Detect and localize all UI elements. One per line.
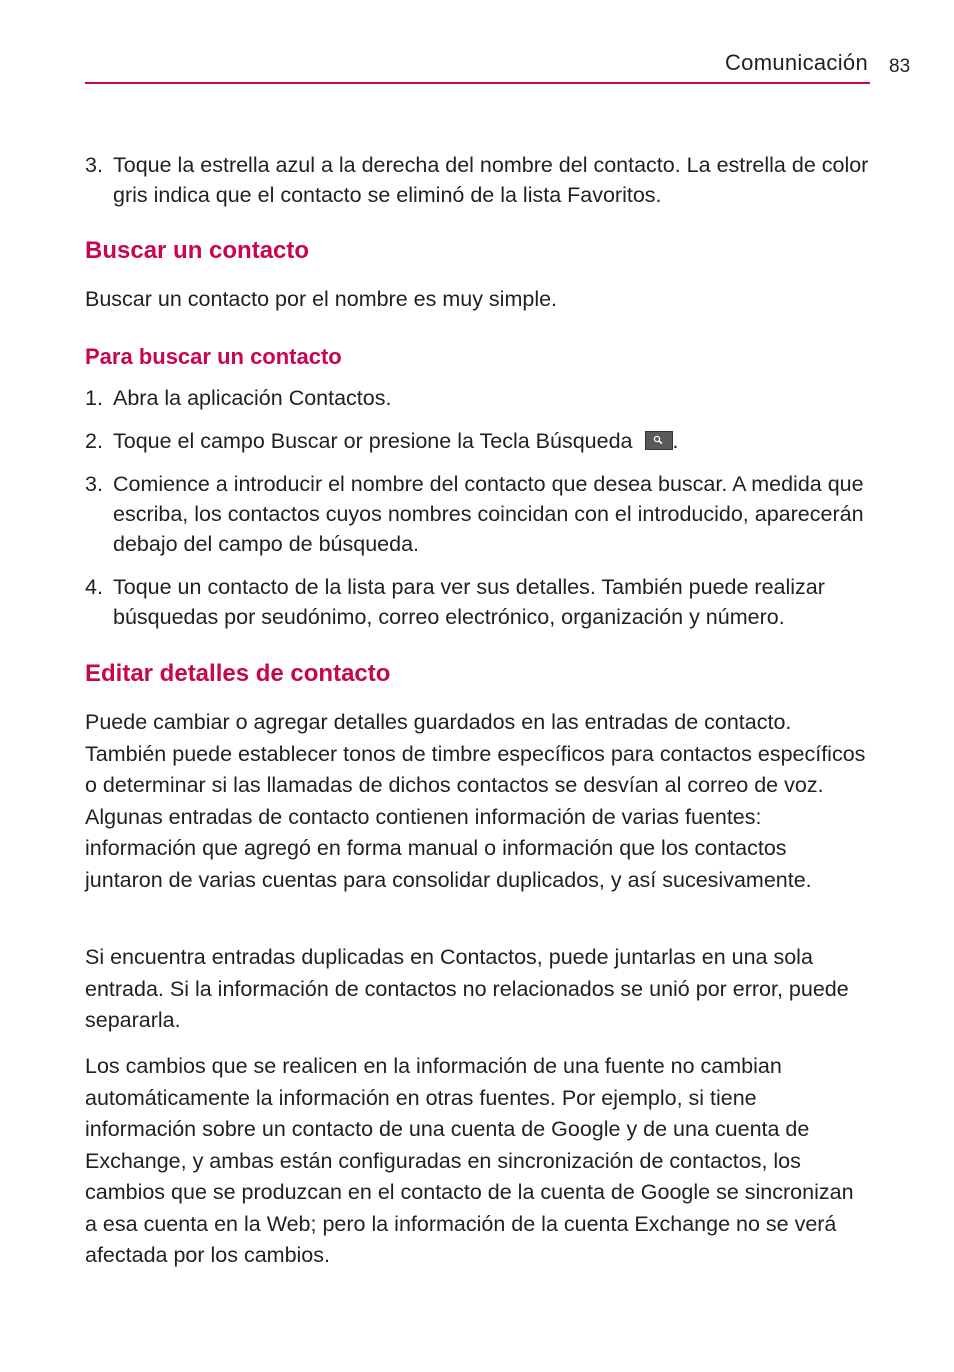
- subheading-para-buscar: Para buscar un contacto: [85, 344, 342, 369]
- item-text: .: [672, 429, 679, 453]
- item-text: Toque la estrella azul a la derecha del nombre del contacto. La estrella de color gris indica que el contacto se eliminó de la lista Favoritos.: [113, 153, 869, 207]
- item-number: 4.: [85, 575, 103, 599]
- paragraph: Si encuentra entradas duplicadas en Contactos, puede juntarlas en una sola entrada. Si la información de contactos no relacionados se unió por error, puede separarla.: [85, 945, 849, 1032]
- item-number: 2.: [85, 429, 103, 453]
- paragraph: Puede cambiar o agregar detalles guardados en las entradas de contacto. También puede establecer tonos de timbre específicos para contactos específicos o determinar si las llamadas de dichos contactos se desvían al correo de voz. Algunas entradas de contacto contienen información de varias fuentes: información que agregó en forma manual o información que los contactos juntaron de varias cuentas para consolidar duplicados, y así sucesivamente.: [85, 710, 866, 892]
- section-heading-buscar: Buscar un contacto: [85, 237, 310, 264]
- app-name: Contactos: [288, 386, 386, 410]
- item-text: Comience a introducir el nombre del contacto que desea buscar. A medida que escriba, los contactos cuyos nombres coincidan con el introducido, aparecerán debajo del campo de búsqueda.: [113, 472, 864, 556]
- list-item: [85, 150, 903, 210]
- item-number: 3.: [85, 472, 103, 496]
- buscar-intro: Buscar un contacto por el nombre es muy simple.: [85, 287, 558, 311]
- item-number: 3.: [85, 153, 103, 177]
- list-item: [85, 383, 903, 413]
- paragraph: Los cambios que se realicen en la información de una fuente no cambian automáticamente la información en otras fuentes. Por ejemplo, si tiene información sobre un contacto de una cuenta de Google y de una cuenta de Exchange, y ambas están configuradas en sincronización de contactos, los cambios que se produzcan en el contacto de la cuenta de Google se sincronizan a esa cuenta en la Web; pero la información de la cuenta Exchange no se verá afectada por los cambios.: [85, 1054, 854, 1267]
- page-header: [85, 50, 870, 84]
- item-text: Toque un contacto de la lista para ver sus detalles. También puede realizar búsquedas por seudónimo, correo electrónico, organización y número.: [113, 575, 825, 629]
- search-key-icon: [645, 431, 673, 450]
- page-number: 83: [889, 56, 911, 77]
- list-item: [85, 572, 903, 632]
- list-item: [85, 426, 903, 456]
- item-text: Toque el campo Buscar or presione la: [113, 429, 480, 453]
- section-heading-editar: Editar detalles de contacto: [85, 660, 391, 687]
- item-number: 1.: [85, 386, 103, 410]
- item-text: Abra la aplicación: [113, 386, 289, 410]
- key-name: Tecla Búsqueda: [479, 429, 633, 453]
- item-text: .: [385, 386, 392, 410]
- list-item: [85, 469, 873, 559]
- section-title: Comunicación: [724, 50, 868, 75]
